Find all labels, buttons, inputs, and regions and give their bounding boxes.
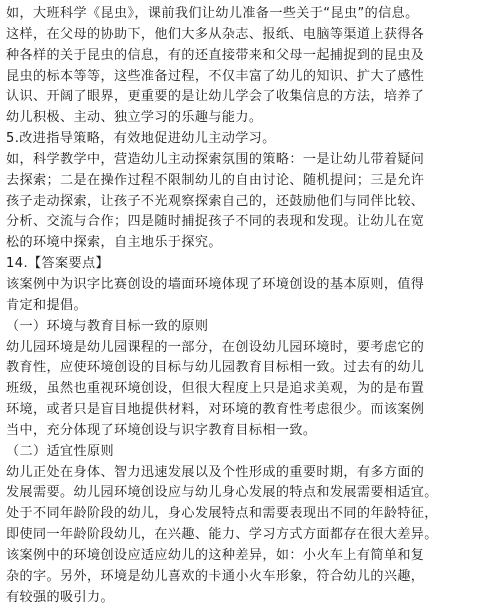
point-5-heading: 5.改进指导策略，有效地促进幼儿主动学习。 xyxy=(6,131,276,147)
paragraph-line-3: 种各样的关于昆虫的信息，有的还直接带来和父母一起捕捉到的昆虫及 xyxy=(6,47,425,63)
paragraph-line-5: 认识、开阔了眼界，更重要的是让幼儿学会了收集信息的方法，培养了 xyxy=(6,89,425,105)
paragraph-line-9: 去探索；二是在操作过程不限制幼儿的自由讨论、随机提问；三是允许 xyxy=(6,172,425,188)
paragraph-line-29: 有较强的吸引力。 xyxy=(6,589,114,605)
paragraph-line-14: 该案例中为识字比赛创设的墙面环境体现了环境创设的基本原则，值得 xyxy=(6,276,425,292)
paragraph-line-11: 分析、交流与合作；四是随时捕捉孩子不同的表现和发现。让幼儿在宽 xyxy=(6,214,425,230)
paragraph-line-17: 幼儿园环境是幼儿园课程的一部分，在创设幼儿园环境时，要考虑它的 xyxy=(6,339,425,355)
paragraph-line-15: 肯定和提倡。 xyxy=(6,297,87,313)
answer-14-heading: 14.【答案要点】 xyxy=(6,256,109,272)
paragraph-line-26: 即使同一年龄阶段幼儿，在兴趣、能力、学习方式方面都存在很大差异。 xyxy=(6,527,438,543)
paragraph-line-4: 昆虫的标本等等，这些准备过程，不仅丰富了幼儿的知识、扩大了感性 xyxy=(6,68,425,84)
paragraph-line-28: 杂的字。另外，环境是幼儿喜欢的卡通小火车形象，符合幼儿的兴趣， xyxy=(6,568,425,584)
paragraph-line-6: 幼儿积极、主动、独立学习的乐趣与能力。 xyxy=(6,110,263,126)
paragraph-line-23: 幼儿正处在身体、智力迅速发展以及个性形成的重要时期，有多方面的 xyxy=(6,464,425,480)
paragraph-line-27: 该案例中的环境创设应适应幼儿的这种差异，如：小火车上有简单和复 xyxy=(6,547,425,563)
section-2-heading: （二）适宜性原则 xyxy=(6,443,114,459)
paragraph-line-8: 如，科学教学中，营造幼儿主动探索氛围的策略：一是让幼儿带着疑问 xyxy=(6,151,425,167)
paragraph-line-2: 这样，在父母的协助下，他们大多从杂志、报纸、电脑等渠道上获得各 xyxy=(6,26,425,42)
paragraph-line-21: 当中，充分体现了环境创设与识字教育目标相一致。 xyxy=(6,422,317,438)
section-1-heading: （一）环境与教育目标一致的原则 xyxy=(6,318,209,334)
paragraph-line-25: 处于不同年龄阶段的幼儿，身心发展特点和需要表现出不同的年龄特征， xyxy=(6,506,438,522)
paragraph-line-1: 如，大班科学《昆虫》，课前我们让幼儿准备一些关于“昆虫”的信息。 xyxy=(6,6,419,21)
paragraph-line-12: 松的环境中探索，自主地乐于探究。 xyxy=(6,235,222,251)
paragraph-line-19: 班级，虽然也重视环境创设，但很大程度上只是追求美观，为的是布置 xyxy=(6,381,425,397)
paragraph-line-10: 孩子走动探索，让孩子不光观察探索自己的，还鼓励他们与同伴比较、 xyxy=(6,193,425,209)
paragraph-line-24: 发展需要。幼儿园环境创设应与幼儿身心发展的特点和发展需要相适宜。 xyxy=(6,485,438,501)
paragraph-line-20: 环境，或者只是盲目地提供材料，对环境的教育性考虑很少。而该案例 xyxy=(6,402,425,418)
paragraph-line-18: 教育性，应使环境创设的目标与幼儿园教育目标相一致。过去有的幼儿 xyxy=(6,360,425,376)
